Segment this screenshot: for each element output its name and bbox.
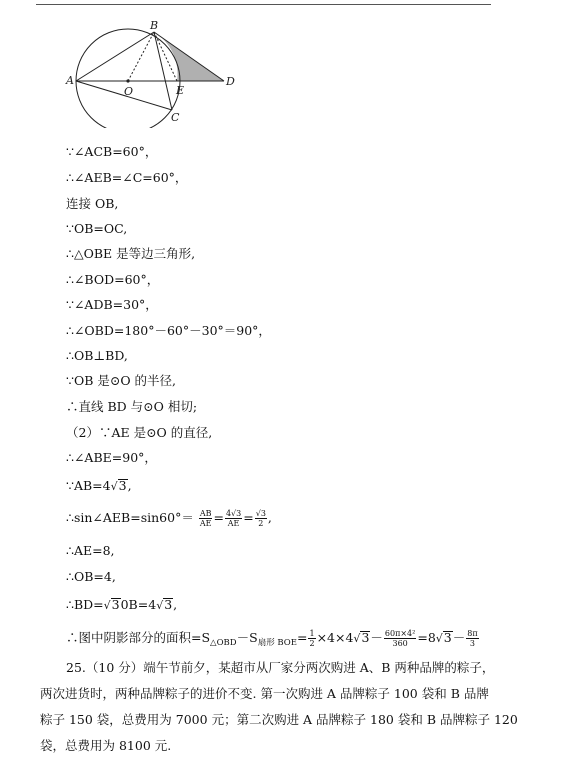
- problem-line-1: 25.（10 分）端午节前夕，某超市从厂家分两次购进 A、B 两种品牌的粽子，: [66, 660, 495, 675]
- proof-line-1: ∵∠ACB=60°，: [66, 144, 158, 159]
- eq-sign: =: [243, 510, 254, 525]
- proof-line-6: ∴∠BOD=60°，: [66, 272, 160, 287]
- ob-equation: ∴OB=4,: [66, 569, 116, 584]
- ab-post: ,: [127, 478, 132, 493]
- area-eq-2: =8: [417, 630, 436, 645]
- proof-line-13: ∴∠ABE=90°，: [66, 450, 157, 465]
- proof-line-2: ∴∠AEB=∠C=60°，: [66, 170, 188, 185]
- geometry-figure: [62, 18, 252, 128]
- fraction-sector: $\frac{\text{60π×4²}}{360}$: [384, 629, 416, 648]
- area-radicand: 3: [361, 630, 370, 645]
- fraction-half: $\frac{1}{2}$: [309, 629, 315, 648]
- ab-radicand: 3: [118, 478, 127, 493]
- area-times: ×4×4: [316, 630, 354, 645]
- label-a: A: [66, 74, 74, 87]
- bd-radicand-1: 3: [111, 597, 120, 612]
- proof-line-4: ∵OB=OC,: [66, 221, 128, 236]
- top-rule: [36, 4, 491, 5]
- area-sub-sector: 扇形 BOE: [257, 638, 297, 648]
- fraction-r3-2: $\frac{√3}{2}$: [255, 509, 266, 528]
- label-e: E: [176, 84, 185, 97]
- bd-mid: 0B=4: [120, 597, 157, 612]
- bd-pre: ∴BD=: [66, 597, 104, 612]
- proof-line-5: ∴△OBE 是等边三角形,: [66, 246, 196, 261]
- proof-line-10: ∵OB 是⊙O 的半径,: [66, 373, 177, 388]
- area-radicand-2: 3: [443, 630, 452, 645]
- center-dot: [126, 79, 129, 82]
- area-sub-obd: △OBD: [210, 638, 237, 648]
- fraction-8pi-3: $\frac{8\pi}{3}$: [467, 629, 478, 648]
- proof-line-3: 连接 OB,: [66, 196, 119, 211]
- sin-pre: ∴sin∠AEB=sin60°＝: [66, 510, 194, 525]
- bd-radicand-2: 3: [164, 597, 173, 612]
- area-pre: ∴图中阴影部分的面积=S: [66, 630, 211, 645]
- bd-equation: ∴BD=√30B=4√3,: [66, 597, 178, 612]
- sin-post: ,: [267, 510, 272, 525]
- sin-equation: [66, 509, 272, 528]
- line-ob: [128, 32, 154, 81]
- label-c: C: [171, 111, 180, 124]
- eq-sign: =: [213, 510, 224, 525]
- ab-pre: ∵AB=4: [66, 478, 111, 493]
- line-ab: [76, 32, 154, 81]
- label-o: O: [124, 85, 134, 98]
- area-equation: ∴图中阴影部分的面积$=S_{\triangle OBD}-S_{扇形 BOE}=$ $\frac{1}{2}$ ×4×4√3－ $\frac{\text{60π×4²}}{360}$ =8√3－ $\frac{8\pi}{3}$: [66, 629, 478, 648]
- area-eq: =: [296, 630, 308, 645]
- fraction-4r3-ae: $\frac{4√3}{AE}$: [225, 509, 242, 528]
- ab-equation: ∵AB=4√3,: [66, 478, 132, 493]
- fraction-ab-ae: $\frac{AB}{AE}$: [199, 509, 212, 528]
- label-d: D: [226, 75, 235, 88]
- proof-line-7: ∵∠ADB=30°，: [66, 297, 158, 312]
- proof-line-11: ∴直线 BD 与⊙O 相切;: [66, 399, 198, 414]
- problem-line-2: 两次进货时，两种品牌粽子的进价不变. 第一次购进 A 品牌粽子 100 袋和 B 品牌: [40, 686, 489, 701]
- area-minus: －S: [236, 630, 258, 645]
- area-minus-2: －: [370, 630, 383, 645]
- circle-tangent-diagram: [62, 18, 252, 128]
- problem-line-3: 粽子 150 袋，总费用为 7000 元；第二次购进 A 品牌粽子 180 袋和 B 品牌粽子 120: [40, 712, 518, 727]
- label-b: B: [150, 19, 159, 32]
- proof-line-9: ∴OB⊥BD,: [66, 348, 128, 363]
- area-minus-3: －: [452, 630, 466, 645]
- bd-post: ,: [173, 597, 178, 612]
- ae-equation: ∴AE=8,: [66, 543, 115, 558]
- proof-line-12: （2）∵AE 是⊙O 的直径,: [66, 425, 213, 440]
- proof-line-8: ∴∠OBD=180°－60°－30°＝90°，: [66, 323, 271, 338]
- problem-line-4: 袋，总费用为 8100 元.: [40, 738, 172, 753]
